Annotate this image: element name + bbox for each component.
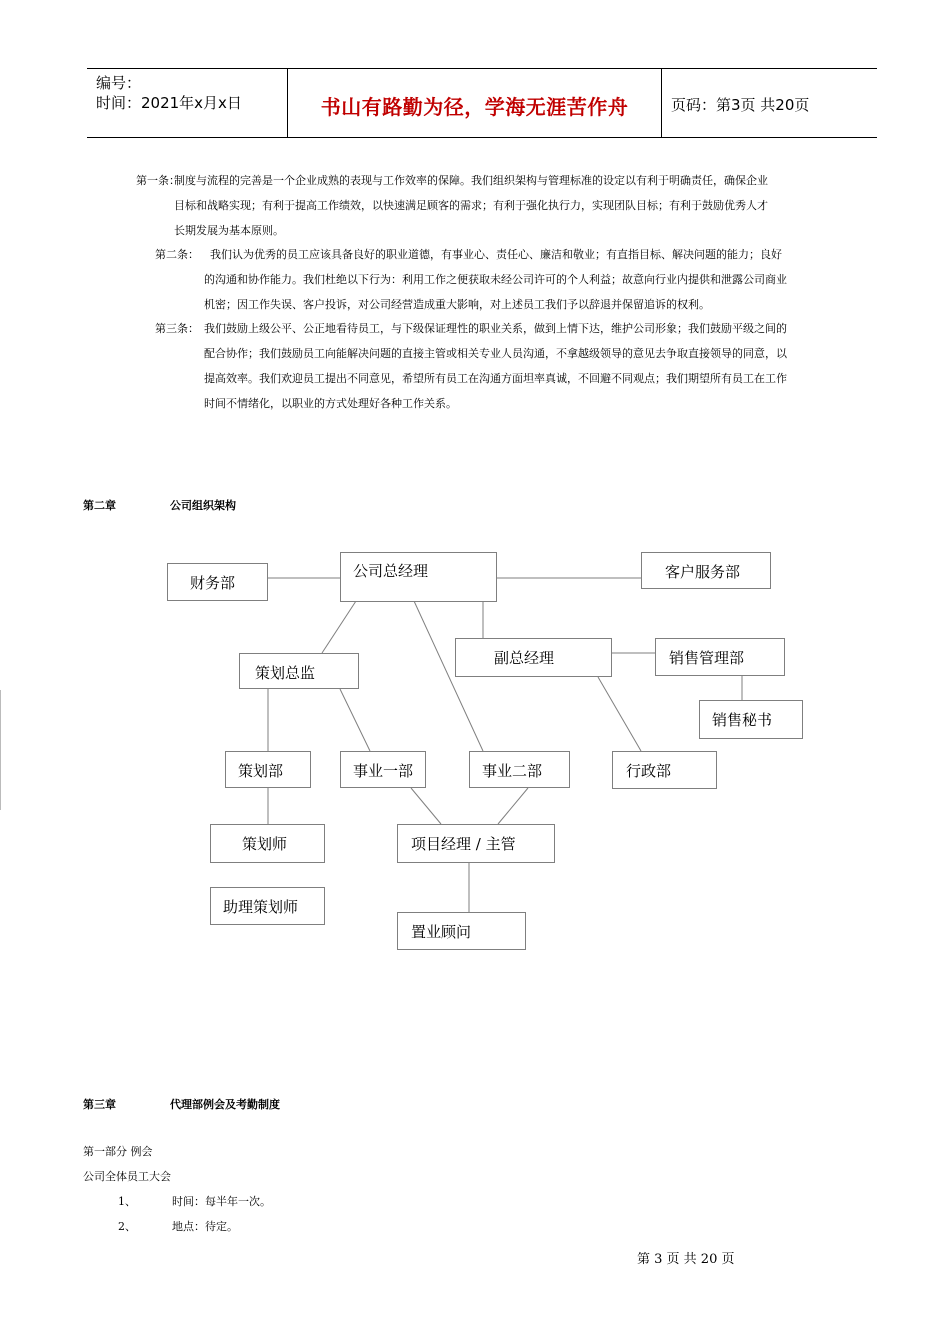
article-3 bbox=[155, 316, 895, 416]
article-line: 配合协作；我们鼓励员工向能解决问题的直接主管或相关专业人员沟通，不拿越级领导的意见去争取直接领导的同意，以 bbox=[204, 347, 787, 360]
chapter-3-number: 第三章 bbox=[83, 1098, 116, 1111]
list-item-number: 1、 bbox=[118, 1195, 136, 1208]
article-line: 的沟通和协作能力。我们杜绝以下行为：利用工作之便获取未经公司许可的个人利益；故意向行业内提供和泄露公司商业 bbox=[204, 273, 787, 286]
list-item-text: 地点：待定。 bbox=[172, 1220, 238, 1233]
connector-ceo-planning-director bbox=[322, 601, 356, 653]
chapter-2-title: 公司组织架构 bbox=[170, 499, 236, 512]
connector-business1-pm bbox=[411, 788, 441, 824]
list-item-number: 2、 bbox=[118, 1220, 136, 1233]
header-motto: 书山有路勤为径，学海无涯苦作舟 bbox=[320, 95, 629, 119]
article-line: 制度与流程的完善是一个企业成熟的表现与工作效率的保障。我们组织架构与管理标准的设定以有利于明确责任，确保企业 bbox=[174, 174, 768, 187]
connector-business2-pm bbox=[498, 788, 528, 824]
header-motto-cell bbox=[287, 69, 662, 137]
article-2 bbox=[155, 242, 895, 317]
article-line: 我们鼓励上级公平、公正地看待员工，与下级保证理性的职业关系，做到上情下达，维护公司形象；我们鼓励平级之间的 bbox=[204, 322, 787, 335]
article-line: 机密；因工作失误、客户投诉，对公司经营造成重大影响，对上述员工我们予以辞退并保留追诉的权利。 bbox=[204, 298, 710, 311]
article-line: 提高效率。我们欢迎员工提出不同意见，希望所有员工在沟通方面坦率真诚，不回避不同观点；我们期望所有员工在工作 bbox=[204, 372, 787, 385]
header-page-cell bbox=[661, 69, 877, 137]
org-box-planner: 策划师 bbox=[210, 824, 325, 863]
article-label: 第三条： bbox=[155, 322, 199, 335]
org-box-business-2: 事业二部 bbox=[469, 751, 570, 788]
list-item-text: 时间：每半年一次。 bbox=[172, 1195, 271, 1208]
article-label: 第二条： bbox=[155, 248, 199, 261]
section-meeting-title: 公司全体员工大会 bbox=[83, 1170, 171, 1183]
article-line: 目标和战略实现；有利于提高工作绩效，以快速满足顾客的需求；有利于强化执行力，实现团队目标；有利于鼓励优秀人才 bbox=[174, 199, 768, 212]
page-footer: 第 3 页 共 20 页 bbox=[637, 1252, 735, 1267]
article-line: 长期发展为基本原则。 bbox=[174, 224, 284, 237]
org-box-customer-service: 客户服务部 bbox=[641, 552, 771, 589]
org-box-sales-secretary: 销售秘书 bbox=[699, 700, 803, 739]
article-label: 第一条： bbox=[136, 174, 180, 187]
org-box-vice-gm: 副总经理 bbox=[455, 638, 612, 677]
org-box-project-manager: 项目经理 / 主管 bbox=[397, 824, 555, 863]
connector-vicegm-admin bbox=[598, 677, 641, 751]
org-box-planning-dept: 策划部 bbox=[225, 751, 311, 788]
header-left-cell bbox=[87, 69, 287, 137]
org-box-sales-management: 销售管理部 bbox=[655, 638, 785, 676]
document-number-label: 编号： bbox=[96, 74, 142, 92]
article-1 bbox=[136, 168, 896, 243]
page-header bbox=[87, 68, 877, 138]
org-box-planning-director: 策划总监 bbox=[239, 653, 359, 689]
chapter-2-number: 第二章 bbox=[83, 499, 116, 512]
org-box-assistant-planner: 助理策划师 bbox=[210, 887, 325, 925]
org-box-sales-consultant: 置业顾问 bbox=[397, 912, 526, 950]
margin-mark bbox=[0, 690, 1, 810]
chapter-3-title: 代理部例会及考勤制度 bbox=[170, 1098, 280, 1111]
document-time-label: 时间：2021年x月x日 bbox=[96, 94, 242, 112]
org-box-admin: 行政部 bbox=[612, 751, 717, 789]
header-page-number: 页码：第3页 共20页 bbox=[671, 96, 810, 114]
org-box-business-1: 事业一部 bbox=[340, 751, 426, 788]
article-line: 我们认为优秀的员工应该具备良好的职业道德，有事业心、责任心、廉洁和敬业；有直指目标、解决问题的能力；良好 bbox=[210, 248, 782, 261]
org-box-finance: 财务部 bbox=[167, 563, 268, 601]
org-box-ceo: 公司总经理 bbox=[340, 552, 497, 602]
article-line: 时间不情绪化，以职业的方式处理好各种工作关系。 bbox=[204, 397, 457, 410]
connector-director-business1 bbox=[340, 689, 370, 751]
section-part-heading: 第一部分 例会 bbox=[83, 1145, 153, 1158]
